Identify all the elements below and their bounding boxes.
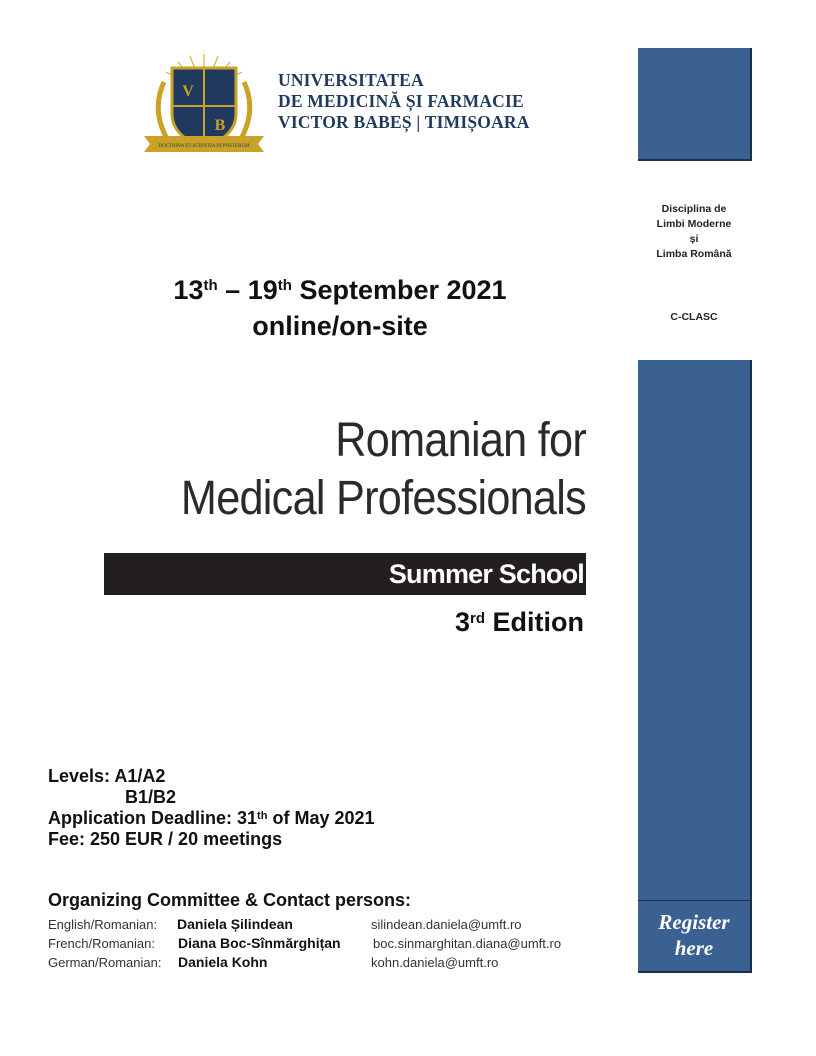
sidebar-main-block (638, 360, 752, 973)
register-here-button[interactable] (638, 900, 750, 970)
edition-word: Edition (492, 607, 584, 637)
title-line-2: Medical Professionals (180, 472, 587, 525)
department-name (638, 202, 750, 262)
register-label-line-2: here (674, 936, 714, 960)
date-dash: – (225, 275, 241, 305)
level-a: A1/A2 (114, 766, 166, 786)
course-info (48, 766, 375, 850)
committee-heading: Organizing Committee & Contact persons: (48, 890, 412, 910)
month-year: September 2021 (299, 275, 507, 305)
register-label-line-1: Register (658, 910, 730, 934)
application-deadline (48, 808, 375, 829)
levels-label: Levels: (48, 766, 111, 786)
department-line: și (689, 233, 699, 245)
event-mode: online/on-site (252, 311, 428, 341)
department-line: Limbi Moderne (656, 218, 732, 230)
university-crest-logo (142, 52, 266, 158)
start-day-suffix: th (203, 277, 218, 294)
contact-language: German/Romanian: (48, 955, 162, 970)
crest-icon (142, 52, 266, 158)
contact-email[interactable]: boc.sinmarghitan.diana@umft.ro (373, 936, 562, 951)
deadline-rest: of May 2021 (272, 808, 375, 828)
date-range (60, 272, 620, 308)
start-day: 13 (173, 275, 204, 305)
university-line-3: VICTOR BABEȘ | TIMIȘOARA (278, 112, 530, 132)
contact-language: French/Romanian: (48, 936, 155, 951)
title-line-1: Romanian for (335, 414, 586, 467)
department-line: Limba Română (656, 248, 732, 260)
crest-motto: DOCTRINA ET SCIENTIA IN POSTERUM (158, 144, 250, 149)
contact-name: Daniela Șilindean (177, 916, 293, 932)
edition-label (330, 604, 584, 640)
crest-letter-v: V (182, 83, 194, 100)
contact-email[interactable]: silindean.daniela@umft.ro (371, 917, 522, 932)
end-day-suffix: th (277, 277, 292, 294)
level-b: B1/B2 (125, 787, 177, 807)
university-line-1: UNIVERSITATEA (278, 70, 424, 90)
university-line-2: DE MEDICINĂ ȘI FARMACIE (278, 91, 524, 111)
department-line: Disciplina de (661, 203, 727, 215)
deadline-prefix: Application Deadline: 31 (48, 808, 258, 828)
end-day: 19 (247, 275, 278, 305)
contact-name: Diana Boc-Sînmărghițan (178, 935, 341, 951)
center-name: C-CLASC (670, 311, 718, 323)
edition-suffix: rd (470, 610, 485, 627)
summer-school-banner: Summer School (104, 553, 586, 595)
crest-letter-b: B (214, 117, 226, 134)
contact-email[interactable]: kohn.daniela@umft.ro (371, 955, 499, 970)
course-title (152, 412, 586, 528)
university-name (278, 70, 530, 133)
contact-language: English/Romanian: (48, 917, 158, 932)
fee: Fee: 250 EUR / 20 meetings (48, 829, 283, 849)
event-dates (60, 272, 620, 344)
sidebar-top-block (638, 48, 752, 161)
contact-name: Daniela Kohn (178, 954, 268, 970)
edition-number: 3 (454, 607, 470, 637)
levels-row (48, 766, 375, 787)
deadline-suffix: th (257, 810, 268, 822)
